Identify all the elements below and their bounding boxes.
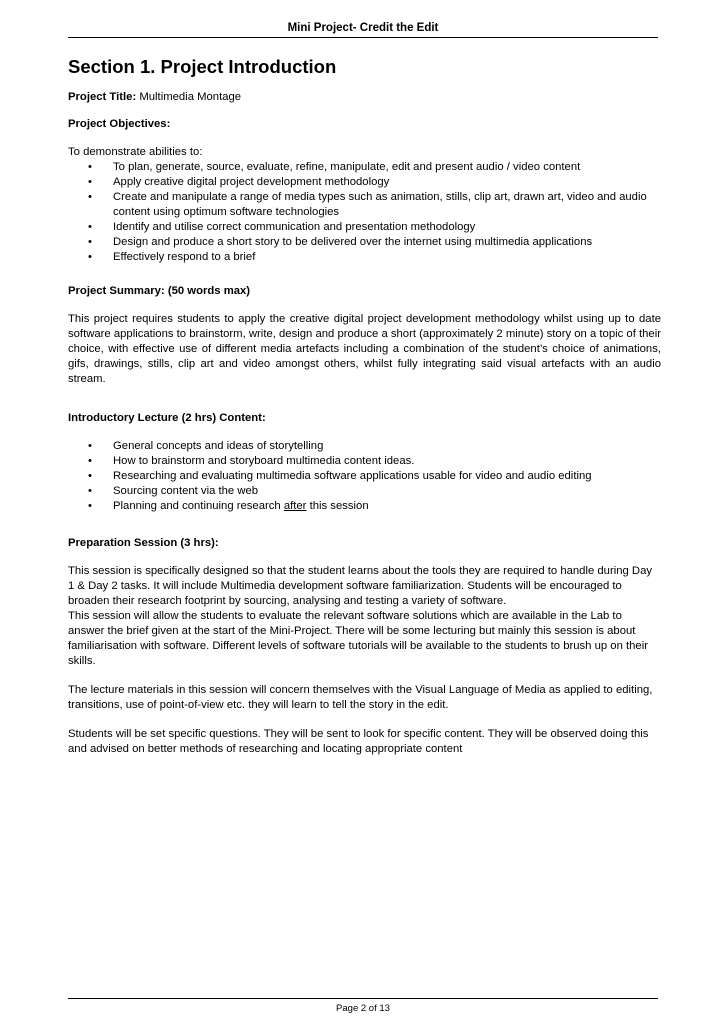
lecture-list xyxy=(68,439,661,514)
list-item: • Sourcing content via the web xyxy=(88,485,259,497)
list-item: • Identify and utilise correct communication and presentation methodology xyxy=(88,221,476,233)
bullet-icon: • xyxy=(88,455,92,467)
list-item: • How to brainstorm and storyboard multimedia content ideas. xyxy=(88,455,415,467)
objectives-list xyxy=(68,160,661,265)
lecture-heading: Introductory Lecture (2 hrs) Content: xyxy=(68,412,266,424)
preparation-para-2: This session will allow the students to evaluate the relevant software solutions which are available in the Lab to answer the brief given at the start of the Mini-Project. There will be some lecturing but mainly this session is about familiarisation with software. Different levels of software tutorials will be available to the students to brush up on their skills. xyxy=(68,610,648,667)
project-title-value: Multimedia Montage xyxy=(139,91,242,103)
page-number: Page 2 of 13 xyxy=(336,1003,390,1014)
objectives-intro: To demonstrate abilities to: xyxy=(68,146,203,158)
project-title-line xyxy=(68,90,661,105)
page-header xyxy=(68,22,658,38)
objectives-heading: Project Objectives: xyxy=(68,118,171,130)
document-body xyxy=(68,56,661,757)
list-item: • General concepts and ideas of storytelling xyxy=(88,440,324,452)
project-title-label: Project Title: xyxy=(68,91,137,103)
summary-text: This project requires students to apply the creative digital project development methodology whilst using up to date software applications to brainstorm, write, design and produce a short (approximately 2 minute) story on a topic of their choice, with effective use of different media artefacts including a combination of the student’s choice of animations, gifs, drawings, stills, clip art and video amongst others, whilst fully integrating said visual artefacts with an audio stream. xyxy=(68,313,661,385)
bullet-icon: • xyxy=(88,236,92,248)
list-item: • Researching and evaluating multimedia software applications usable for video and audio editing xyxy=(88,470,592,482)
bullet-icon: • xyxy=(88,176,92,188)
bullet-icon: • xyxy=(88,251,92,263)
header-title: Mini Project- Credit the Edit xyxy=(287,22,439,34)
preparation-para-4: Students will be set specific questions. They will be sent to look for specific content. They will be observed doing this and advised on better methods of researching and locating appropriate content xyxy=(68,728,649,755)
preparation-heading: Preparation Session (3 hrs): xyxy=(68,537,219,549)
bullet-icon: • xyxy=(88,221,92,233)
bullet-icon: • xyxy=(88,500,92,512)
bullet-icon: • xyxy=(88,161,92,173)
list-item: • Effectively respond to a brief xyxy=(88,251,256,263)
page-footer xyxy=(68,998,658,1014)
list-item: • To plan, generate, source, evaluate, refine, manipulate, edit and present audio / video content xyxy=(88,161,581,173)
list-item: • Planning and continuing research after this session xyxy=(88,500,369,512)
bullet-icon: • xyxy=(88,485,92,497)
bullet-icon: • xyxy=(88,470,92,482)
section-title: Section 1. Project Introduction xyxy=(68,56,337,77)
emphasis-after: after xyxy=(283,500,307,512)
list-item: • Design and produce a short story to be delivered over the internet using multimedia applications xyxy=(88,236,593,248)
bullet-icon: • xyxy=(88,191,92,203)
preparation-para-3: The lecture materials in this session will concern themselves with the Visual Language of Media as applied to editing, transitions, use of point-of-view etc. they will learn to tell the story in the edit. xyxy=(68,684,653,711)
summary-heading: Project Summary: (50 words max) xyxy=(68,285,251,297)
preparation-para-1: This session is specifically designed so that the student learns about the tools they are required to handle during Day 1 & Day 2 tasks. It will include Multimedia development software familiarization. Students will be encouraged to broaden their research footprint by sourcing, analysing and testing a variety of software. xyxy=(68,565,653,607)
bullet-icon: • xyxy=(88,440,92,452)
list-item: • Apply creative digital project development methodology xyxy=(88,176,390,188)
list-item: • Create and manipulate a range of media types such as animation, stills, clip art, drawn art, video and audio content using optimum software technologies xyxy=(88,191,647,218)
